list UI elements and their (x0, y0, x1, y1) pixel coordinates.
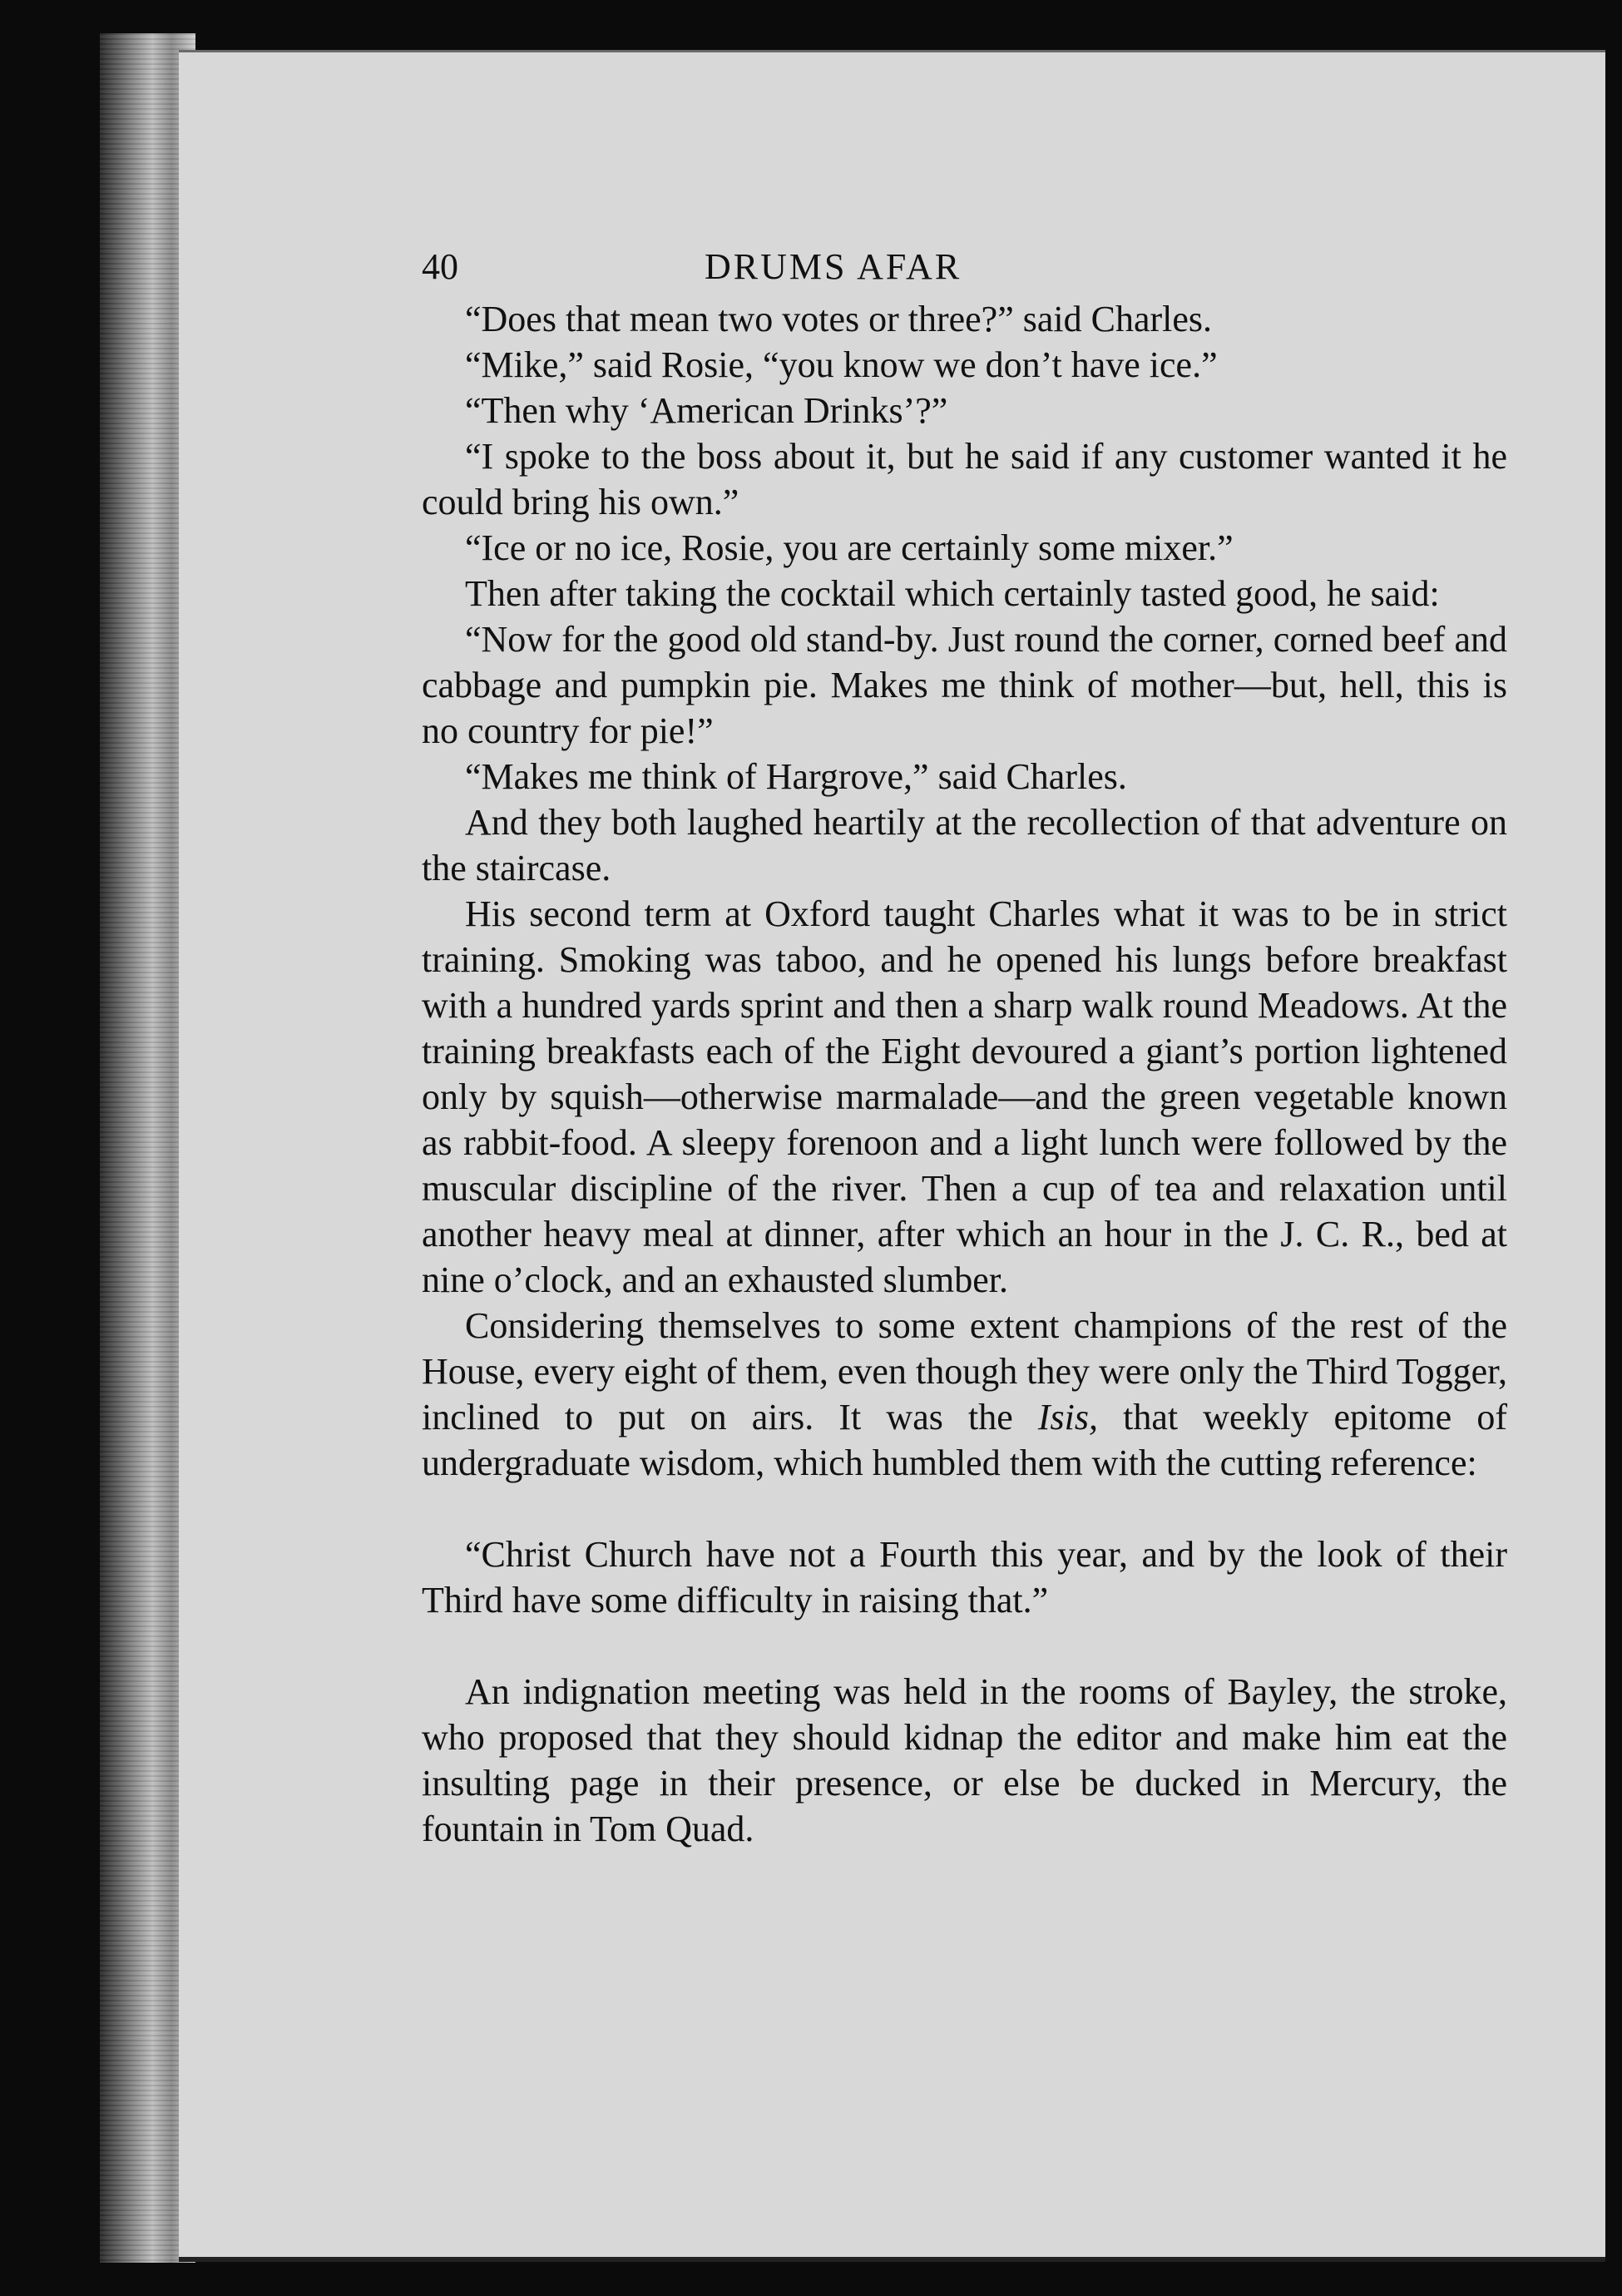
paragraph: “Then why ‘American Drinks’?” (465, 390, 948, 431)
paragraph: His second term at Oxford taught Charles what it was to be in strict training. Smoking was taboo, and he opened his lungs before breakfast with a hundred yards sprint and then a sharp walk round Meadows. At the training breakfasts each of the Eight devoured a giant’s portion lightened only by squish—otherwise marmalade—and the green vegetable known as rabbit-food. A sleepy forenoon and a light lunch were followed by the muscular discipline of the river. Then a cup of tea and relaxation until another heavy meal at dinner, after which an hour in the J. C. R., bed at nine o’clock, and an exhausted slumber. (422, 893, 1507, 1300)
paragraph: “Now for the good old stand-by. Just round the corner, corned beef and cabbage and pumpkin pie. Makes me think of mother—but, hell, this is no country for pie!” (422, 619, 1507, 751)
page-header (422, 244, 1507, 289)
paragraph: And they both laughed heartily at the recollection of that adventure on the staircase. (422, 802, 1507, 888)
paragraph: “I spoke to the boss about it, but he said if any customer wanted it he could bring his own.” (422, 436, 1507, 522)
block-quote: “Christ Church have not a Fourth this year, and by the look of their Third have some difficulty in raising that.” (422, 1534, 1507, 1621)
running-head: DRUMS AFAR (705, 246, 962, 287)
italic-title: Isis, (1037, 1397, 1099, 1437)
paragraph: “Mike,” said Rosie, “you know we don’t have ice.” (465, 344, 1218, 385)
paragraph: Then after taking the cocktail which certainly tasted good, he said: (465, 573, 1440, 614)
paragraph: “Does that mean two votes or three?” said Charles. (465, 299, 1213, 339)
paragraph: “Makes me think of Hargrove,” said Charles. (465, 756, 1127, 797)
page-number: 40 (422, 246, 458, 287)
page-text (422, 244, 1507, 1852)
text-run: Considering themselves to some extent champions of the rest of the House, every eight of them, even though they were only the Third Togger, inclined to put on airs. It was the (422, 1305, 1507, 1437)
text-run: that weekly epitome of undergraduate wisdom, which humbled them with the cutting reference: (422, 1397, 1507, 1483)
paragraph: “Ice or no ice, Rosie, you are certainly some mixer.” (465, 527, 1234, 568)
paragraph-isis (422, 1303, 1507, 1486)
paragraph-final: An indignation meeting was held in the rooms of Bayley, the stroke, who proposed that they should kidnap the editor and make him eat the insulting page in their presence, or else be ducked in Mercury, the fountain in Tom Quad. (422, 1671, 1507, 1849)
